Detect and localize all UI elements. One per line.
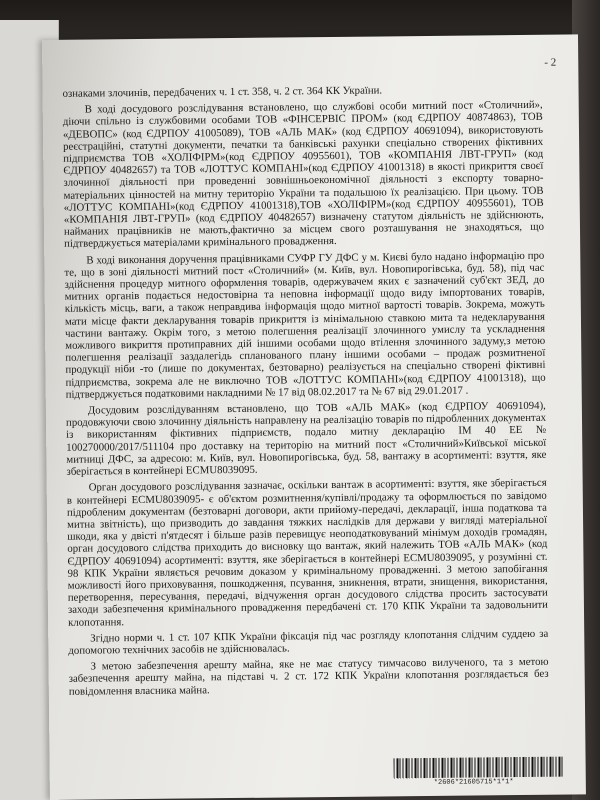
page-number: - 2 — [544, 56, 557, 69]
barcode-label: *2606*21605715*1*1* — [433, 778, 514, 787]
paragraph-2: В ході досудового розслідування встановлено, що службові особи митний пост «Столичний», діючи спільно із службовими особами ТОВ «ФІНСЕРВІС ПРОМ» (код ЄДРПОУ 40874863), ТОВ «ДЕВОПС» (код ЄДРПОУ 41005089), ТОВ «АЛЬ МАК» (код ЄДРПОУ 40691094), використовують реєстраційні, статутні документи, печатки та банківські рахунки спеціально створених фіктивних підприємства ТОВ «ХОЛІФІРМ»(код ЄДРПОУ 40955601), ТОВ «КОМПАНІЯ ЛВТ-ГРУП» (код ЄДРПОУ 40482657) та ТОВ «ЛОТТУС КОМПАНІ»(код ЄДРПОУ 41001318) в якості прикриття своєї злочинної діяльності при проведенні зовнішньоекономічної діяльності з експорту товарно-матеріальних цінностей на митну територію України та подальшою їх реалізацією. При цьому. ТОВ «ЛОТТУС КОМПАНІ»(код ЄДРПОУ 41001318),ТОВ «ХОЛІФІРМ»(код ЄДРПОУ 40955601), ТОВ «КОМПАНІЯ ЛВТ-ГРУП» (код ЄДРПОУ 40482657) визначену статутом діяльність не здійснюють, найманих працівників не мають,фактично за місцем свого розташування не знаходяться, що підтверджується матеріалами кримінального провадження. — [62, 98, 545, 251]
barcode-bars — [394, 757, 564, 779]
paragraph-5: Орган досудового розслідування зазначає, оскільки вантаж в асортименті: взуття, яке зберігається в контейнері ECMU8039095- є об'єктом розмитнення/купівлі/продажу та оформлюється по завідомо підробленим документам (безтоварні договори, акти прийому-передачі, декларації, інша податкова та митна звітність), що призводить до завдання тяжких наслідків для держави у вигляді матеріальної шкоди, яка у двісті п'ятдесят і більше разів перевищує неоподатковуваний мінімум доходів громадян, орган досудового слідства приходить до висновку що вантаж, який належить ТОВ «АЛЬ МАК» (код ЄДРПОУ 40691094) асортименті: взуття, яке зберігається в контейнері ECMU8039095, у розумінні ст. 98 КПК України являється речовим доказом у кримінальному провадженні. З метою запобігання можливості його приховування, пошкодження, псування, зникнення, втрати, знищення, використання, перетворення, пересування, передачі, відчуження орган досудового слідства просить застосувати заходи забезпечення кримінального провадження передбачені ст. 170 КПК України та задовольнити клопотання. — [66, 477, 549, 629]
paragraph-4: Досудовим розслідуванням встановлено, що ТОВ «АЛЬ МАК» (код ЄДРПОУ 40691094), продовжуючи свою злочинну діяльність направлену на реалізацію товарів по підробленних документах із використанням фіктивних підприємств, подало митну декларацію ІМ 40 ЕЕ № 100270000/2017/511104 про доставку на територію на митний пост «Столичний»Київської міської митниці ДФС, за адресою: м. Київ, вул. Новопирогівська, буд. 58, вантажу в асортименті: взуття, яке зберігається в контейнері ECMU8039095. — [65, 399, 547, 478]
document-body — [63, 83, 549, 702]
barcode — [394, 756, 574, 792]
paragraph-7: З метою забезпечення арешту майна, яке не має статусу тимчасово вилученого, та з метою забезпечення арешту майна, на підставі ч. 2 ст. 172 КПК України клопотання розглядається без повідомлення власника майна. — [68, 655, 549, 698]
paragraph-6: Згідно норми ч. 1 ст. 107 КПК України фіксація під час розгляду клопотання слідчим суддею за допомогою технічних засобів не здійснювалась. — [68, 627, 549, 657]
paragraph-1: ознаками злочинів, передбачених ч. 1 ст. 358, ч. 2 ст. 364 КК України. — [62, 84, 383, 100]
document-page — [42, 34, 586, 800]
desk-background — [0, 0, 600, 40]
paragraph-3: В ході виконання доручення працівниками СУФР ГУ ДФС у м. Києві було надано інформацію про те, що в зоні діяльності митний пост «Столичний» (м. Київ, вул. Новопирогівська, буд. 58), під час здійснення процедур митного оформлення товарів, одержувачем яких є зазначений суб'єкт ЗЕД, до митних органів подається недостовірна та неповна інформації щодо виду імпортованих товарів, кількість місць, ваги, а також неправдива інформація щодо митної вартості товарів. Зокрема, можуть мати місце факти декларування товарів прикриття із мінімальною ставкою мита та недекларування частини вантажу. Окрім того, з метою полегшення реалізації злочинного умислу та ускладнення можливого викриття протиправних дій іншими особами щодо втілення злочинного задуму,з метою полегшення реалізації заздалегідь спланованого плану іншими особами – продаж розмитненої продукції ніби -то (лише по документах, безтоварно) реалізується на спеціально створені фіктивні підприємства, зокрема але не виключно ТОВ «ЛОТТУС КОМПАНІ»(код ЄДРПОУ 41001318), що підтверджується податковими накладними № 17 від 08.02.2017 та № 67 від 29.01.2017 . — [64, 249, 546, 401]
